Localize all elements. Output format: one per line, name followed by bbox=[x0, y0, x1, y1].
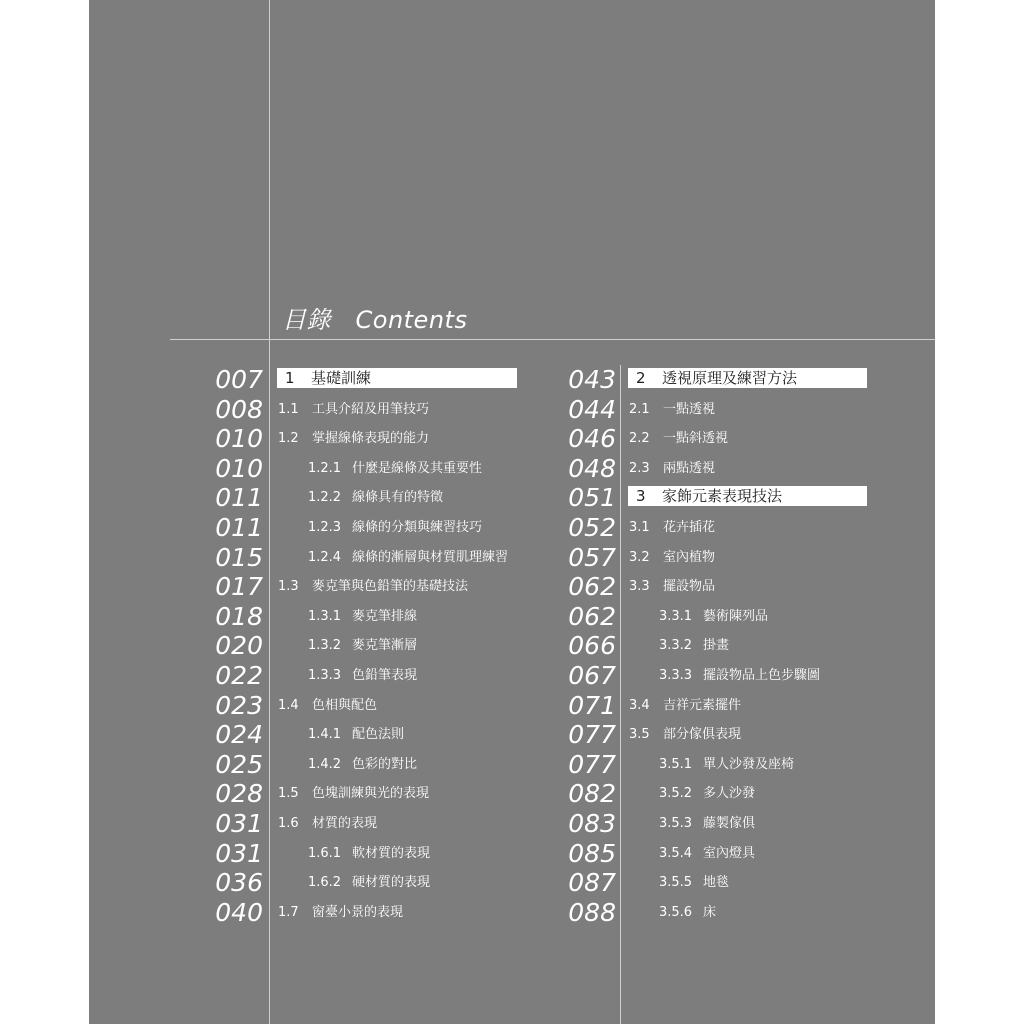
section-title: 工具介紹及用筆技巧 bbox=[312, 401, 430, 417]
section-number: 3.5.4 bbox=[659, 845, 693, 861]
page-number: 018 bbox=[215, 601, 263, 631]
section-number: 3.5.5 bbox=[659, 875, 693, 891]
section-title: 藤製傢俱 bbox=[703, 815, 756, 831]
section-number: 2.2 bbox=[629, 431, 650, 447]
entry-title bbox=[659, 608, 768, 626]
page-number: 043 bbox=[568, 365, 616, 394]
section-number: 1.6.2 bbox=[308, 875, 342, 891]
section-number: 3.3 bbox=[629, 579, 650, 595]
page-number: 067 bbox=[568, 660, 616, 690]
section-title: 吉祥元素擺件 bbox=[663, 697, 742, 713]
page-number: 040 bbox=[215, 897, 263, 927]
section-title: 掛畫 bbox=[703, 638, 730, 654]
section-number: 1.4.1 bbox=[308, 727, 342, 743]
section-title: 基礎訓練 bbox=[311, 369, 372, 387]
entry-title bbox=[629, 726, 741, 744]
page-number: 062 bbox=[568, 572, 616, 602]
section-number: 3.3.3 bbox=[659, 667, 693, 683]
section-title: 掌握線條表現的能力 bbox=[312, 431, 430, 447]
page-number: 023 bbox=[215, 690, 263, 720]
entry-title bbox=[308, 845, 430, 863]
section-number: 1.2.1 bbox=[308, 460, 342, 476]
entry-title bbox=[308, 756, 417, 774]
entry-title bbox=[278, 904, 403, 922]
section-number: 3.3.2 bbox=[659, 638, 693, 654]
section-title: 兩點透視 bbox=[663, 460, 716, 476]
section-title: 藝術陳列品 bbox=[703, 608, 769, 624]
entry-title bbox=[659, 904, 716, 922]
section-title: 一點透視 bbox=[663, 401, 716, 417]
section-number: 1.2.4 bbox=[308, 549, 342, 565]
section-title: 什麼是線條及其重要性 bbox=[352, 460, 483, 476]
page-number: 066 bbox=[568, 631, 616, 661]
page-number: 028 bbox=[215, 779, 263, 809]
page-number: 036 bbox=[215, 868, 263, 898]
entry-title bbox=[278, 815, 377, 833]
section-title: 一點斜透視 bbox=[663, 431, 729, 447]
page-number: 015 bbox=[215, 542, 263, 572]
section-number: 1.5 bbox=[278, 786, 299, 802]
section-number: 1.4 bbox=[278, 697, 299, 713]
entry-title bbox=[308, 460, 482, 478]
page-number: 011 bbox=[215, 512, 263, 542]
section-title: 麥克筆漸層 bbox=[352, 638, 418, 654]
page-number: 031 bbox=[215, 808, 263, 838]
section-number: 1 bbox=[285, 369, 295, 387]
section-number: 2 bbox=[636, 369, 646, 387]
section-title: 線條的漸層與材質肌理練習 bbox=[352, 549, 509, 565]
section-number: 2.3 bbox=[629, 460, 650, 476]
entry-title bbox=[278, 697, 377, 715]
page-number: 010 bbox=[215, 453, 263, 483]
page-number: 031 bbox=[215, 838, 263, 868]
section-number: 1.6.1 bbox=[308, 845, 342, 861]
section-number: 3.5.1 bbox=[659, 756, 693, 772]
entry-title bbox=[308, 549, 508, 567]
page-number: 062 bbox=[568, 601, 616, 631]
entry-title bbox=[277, 368, 517, 388]
section-title: 床 bbox=[703, 904, 717, 920]
entry-title bbox=[629, 460, 715, 478]
section-number: 3.5.2 bbox=[659, 786, 693, 802]
page-number: 051 bbox=[568, 483, 616, 513]
entry-title bbox=[308, 667, 417, 685]
page-number: 088 bbox=[568, 897, 616, 927]
page-number: 017 bbox=[215, 572, 263, 602]
left-vertical-rule bbox=[269, 0, 270, 1024]
section-number: 1.4.2 bbox=[308, 756, 342, 772]
page-number: 077 bbox=[568, 749, 616, 779]
section-title: 線條具有的特徵 bbox=[352, 490, 444, 506]
section-title: 材質的表現 bbox=[312, 815, 378, 831]
entry-title bbox=[308, 874, 430, 892]
page-number: 046 bbox=[568, 424, 616, 454]
title-rule bbox=[170, 339, 935, 340]
entry-title bbox=[629, 430, 728, 448]
entry-title bbox=[659, 785, 755, 803]
page-number: 083 bbox=[568, 808, 616, 838]
entry-title bbox=[629, 549, 715, 567]
page-number: 024 bbox=[215, 720, 263, 750]
section-number: 3 bbox=[636, 487, 646, 506]
entry-title bbox=[308, 726, 404, 744]
section-number: 1.3.2 bbox=[308, 638, 342, 654]
section-number: 1.1 bbox=[278, 401, 299, 417]
section-title: 軟材質的表現 bbox=[352, 845, 431, 861]
entry-title bbox=[629, 519, 715, 537]
page-title: 目錄 Contents bbox=[282, 306, 468, 334]
page-number: 007 bbox=[215, 365, 263, 394]
page-number: 020 bbox=[215, 631, 263, 661]
section-title: 色相與配色 bbox=[312, 697, 378, 713]
entry-title bbox=[278, 430, 429, 448]
section-title: 色塊訓練與光的表現 bbox=[312, 786, 430, 802]
section-number: 1.3.1 bbox=[308, 608, 342, 624]
section-title: 室內燈具 bbox=[703, 845, 756, 861]
entry-title bbox=[629, 697, 741, 715]
page-number: 048 bbox=[568, 453, 616, 483]
section-title: 家飾元素表現技法 bbox=[662, 487, 783, 506]
section-title: 擺設物品上色步驟圖 bbox=[703, 667, 821, 683]
page-number: 008 bbox=[215, 394, 263, 424]
section-title: 多人沙發 bbox=[703, 786, 756, 802]
entry-title bbox=[629, 578, 715, 596]
right-vertical-rule bbox=[620, 365, 621, 1024]
section-number: 1.6 bbox=[278, 815, 299, 831]
page-number: 077 bbox=[568, 720, 616, 750]
section-title: 麥克筆與色鉛筆的基礎技法 bbox=[312, 579, 469, 595]
section-number: 3.1 bbox=[629, 519, 650, 535]
section-title: 擺設物品 bbox=[663, 579, 716, 595]
entry-title bbox=[308, 637, 417, 655]
section-number: 3.2 bbox=[629, 549, 650, 565]
entry-title bbox=[628, 486, 867, 506]
entry-title bbox=[278, 785, 429, 803]
section-title: 地毯 bbox=[703, 875, 730, 891]
section-number: 1.3 bbox=[278, 579, 299, 595]
section-title: 色彩的對比 bbox=[352, 756, 418, 772]
entry-title bbox=[659, 874, 729, 892]
page-number: 025 bbox=[215, 749, 263, 779]
section-number: 1.2 bbox=[278, 431, 299, 447]
page-number: 044 bbox=[568, 394, 616, 424]
section-number: 3.3.1 bbox=[659, 608, 693, 624]
entry-title bbox=[278, 401, 429, 419]
page-number: 082 bbox=[568, 779, 616, 809]
section-number: 3.5 bbox=[629, 727, 650, 743]
section-title: 窗臺小景的表現 bbox=[312, 904, 404, 920]
entry-title bbox=[308, 519, 482, 537]
entry-title bbox=[308, 489, 443, 507]
section-title: 線條的分類與練習技巧 bbox=[352, 519, 483, 535]
section-number: 1.2.3 bbox=[308, 519, 342, 535]
entry-title bbox=[278, 578, 468, 596]
entry-title bbox=[659, 845, 755, 863]
section-number: 1.2.2 bbox=[308, 490, 342, 506]
page-number: 022 bbox=[215, 660, 263, 690]
page-number: 052 bbox=[568, 512, 616, 542]
section-title: 麥克筆排線 bbox=[352, 608, 418, 624]
page-number: 085 bbox=[568, 838, 616, 868]
entry-title bbox=[659, 815, 755, 833]
entry-title bbox=[659, 667, 820, 685]
section-title: 透視原理及練習方法 bbox=[662, 369, 798, 387]
section-number: 3.5.6 bbox=[659, 904, 693, 920]
entry-title bbox=[628, 368, 867, 388]
section-number: 3.5.3 bbox=[659, 815, 693, 831]
section-title: 花卉插花 bbox=[663, 519, 716, 535]
section-number: 2.1 bbox=[629, 401, 650, 417]
page-number: 011 bbox=[215, 483, 263, 513]
page-number: 071 bbox=[568, 690, 616, 720]
section-title: 色鉛筆表現 bbox=[352, 667, 418, 683]
page-number: 087 bbox=[568, 868, 616, 898]
page-number: 057 bbox=[568, 542, 616, 572]
section-title: 部分傢俱表現 bbox=[663, 727, 742, 743]
entry-title bbox=[308, 608, 417, 626]
section-title: 配色法則 bbox=[352, 727, 405, 743]
section-number: 1.3.3 bbox=[308, 667, 342, 683]
section-title: 硬材質的表現 bbox=[352, 875, 431, 891]
entry-title bbox=[629, 401, 715, 419]
section-number: 3.4 bbox=[629, 697, 650, 713]
entry-title bbox=[659, 756, 794, 774]
page-number: 010 bbox=[215, 424, 263, 454]
section-title: 單人沙發及座椅 bbox=[703, 756, 795, 772]
entry-title bbox=[659, 637, 729, 655]
section-title: 室內植物 bbox=[663, 549, 716, 565]
section-number: 1.7 bbox=[278, 904, 299, 920]
